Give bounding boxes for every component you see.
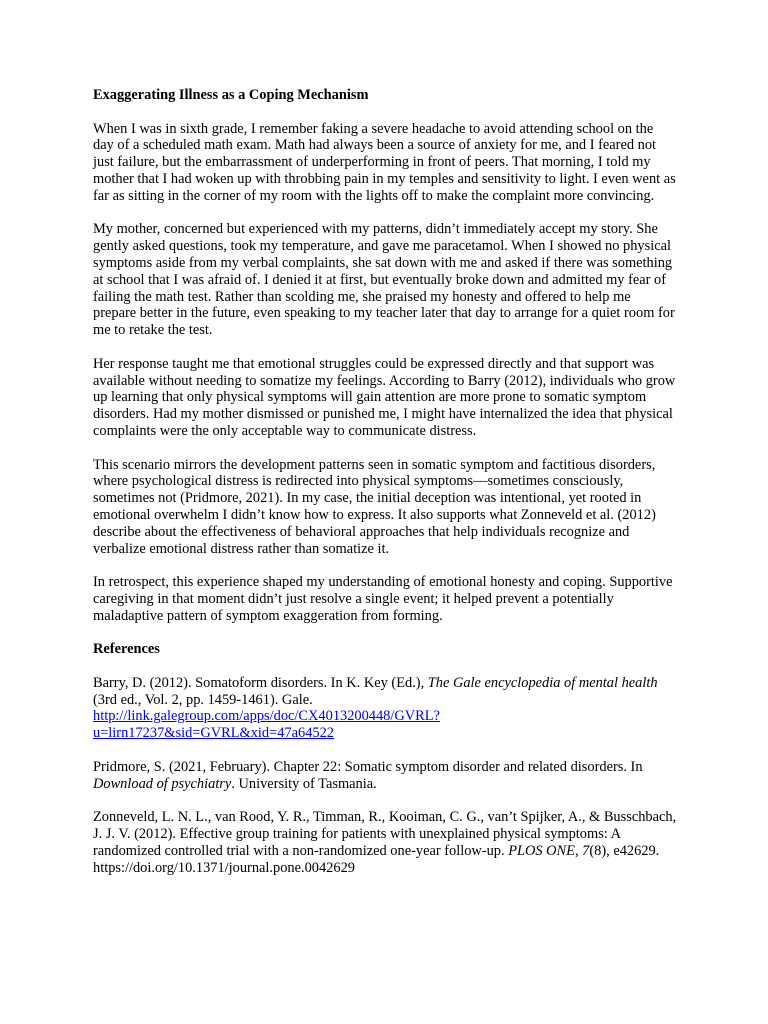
reference-pridmore-text: Pridmore, S. (2021, February). Chapter 22: Somatic symptom disorder and related disorders. In [93, 758, 643, 775]
reference-barry-text: Barry, D. (2012). Somatoform disorders. In K. Key (Ed.), [93, 674, 428, 691]
reference-zonneveld [93, 809, 677, 876]
paragraph-3: Her response taught me that emotional struggles could be expressed directly and that support was available without needing to somatize my feelings. According to Barry (2012), individuals who grow up learning that only physical symptoms will gain attention are more prone to somatic symptom disorders. Had my mother dismissed or punished me, I might have internalized the idea that physical complaints were the only acceptable way to communicate distress. [93, 355, 676, 439]
references-heading: References [93, 641, 160, 658]
reference-pridmore [93, 759, 677, 793]
reference-zonneveld-text: Zonneveld, L. N. L., van Rood, Y. R., Timman, R., Kooiman, C. G., van’t Spijker, A., & Busschbach, J. J. V. (2012). Effective group training for patients with unexplained physical symptoms: A randomized controlled trial with a non-randomized one-year follow-up. [93, 809, 677, 859]
reference-barry-details: (3rd ed., Vol. 2, pp. 1459-1461). Gale. [93, 691, 313, 708]
reference-barry [93, 675, 677, 742]
reference-barry-link[interactable] [93, 708, 440, 741]
document-title: Exaggerating Illness as a Coping Mechanism [93, 87, 369, 103]
paragraph-2: My mother, concerned but experienced with my patterns, didn’t immediately accept my story. She gently asked questions, took my temperature, and gave me paracetamol. When I showed no physical symptoms aside from my verbal complaints, she sat down with me and asked if there was something at school that I was afraid of. I denied it at first, but eventually broke down and admitted my fear of failing the math test. Rather than scolding me, she praised my honesty and offered to help me prepare better in the future, even speaking to my teacher later that day to arrange for a quiet room for me to retake the test. [93, 221, 675, 339]
reference-pridmore-title: Download of psychiatry [93, 775, 232, 792]
reference-zonneveld-journal: PLOS ONE, 7 [508, 842, 590, 859]
paragraph-4: This scenario mirrors the development patterns seen in somatic symptom and factitious disorders, where psychological distress is redirected into physical symptoms—sometimes consciously, sometimes not (Pridmore, 2021). In my case, the initial deception was intentional, yet rooted in emotional overwhelm I didn’t know how to express. It also supports what Zonneveld et al. (2012) describe about the effectiveness of behavioral approaches that help individuals recognize and verbalize emotional distress rather than somatize it. [93, 456, 656, 557]
reference-zonneveld-details: (8), e42629. https://doi.org/10.1371/journal.pone.0042629 [93, 842, 660, 876]
reference-barry-title: The Gale encyclopedia of mental health [427, 674, 658, 691]
reference-barry-link-line1[interactable]: http://link.galegroup.com/apps/doc/CX4013200448/GVRL? [93, 708, 440, 725]
paragraph-5: In retrospect, this experience shaped my understanding of emotional honesty and coping. Supportive caregiving in that moment didn’t just resolve a single event; it helped prevent a potentially maladaptive pattern of symptom exaggeration from forming. [93, 574, 673, 624]
reference-pridmore-details: . University of Tasmania. [231, 775, 377, 792]
document-body [93, 87, 677, 893]
paragraph-1: When I was in sixth grade, I remember faking a severe headache to avoid attending school on the day of a scheduled math exam. Math had always been a source of anxiety for me, and I feared not just failure, but the embarrassment of underperforming in front of peers. That morning, I told my mother that I had woken up with throbbing pain in my temples and sensitivity to light. I even went as far as sitting in the corner of my room with the lights off to make the complaint more convincing. [93, 120, 676, 204]
reference-barry-link-line2[interactable]: u=lirn17237&sid=GVRL&xid=47a64522 [93, 725, 335, 742]
